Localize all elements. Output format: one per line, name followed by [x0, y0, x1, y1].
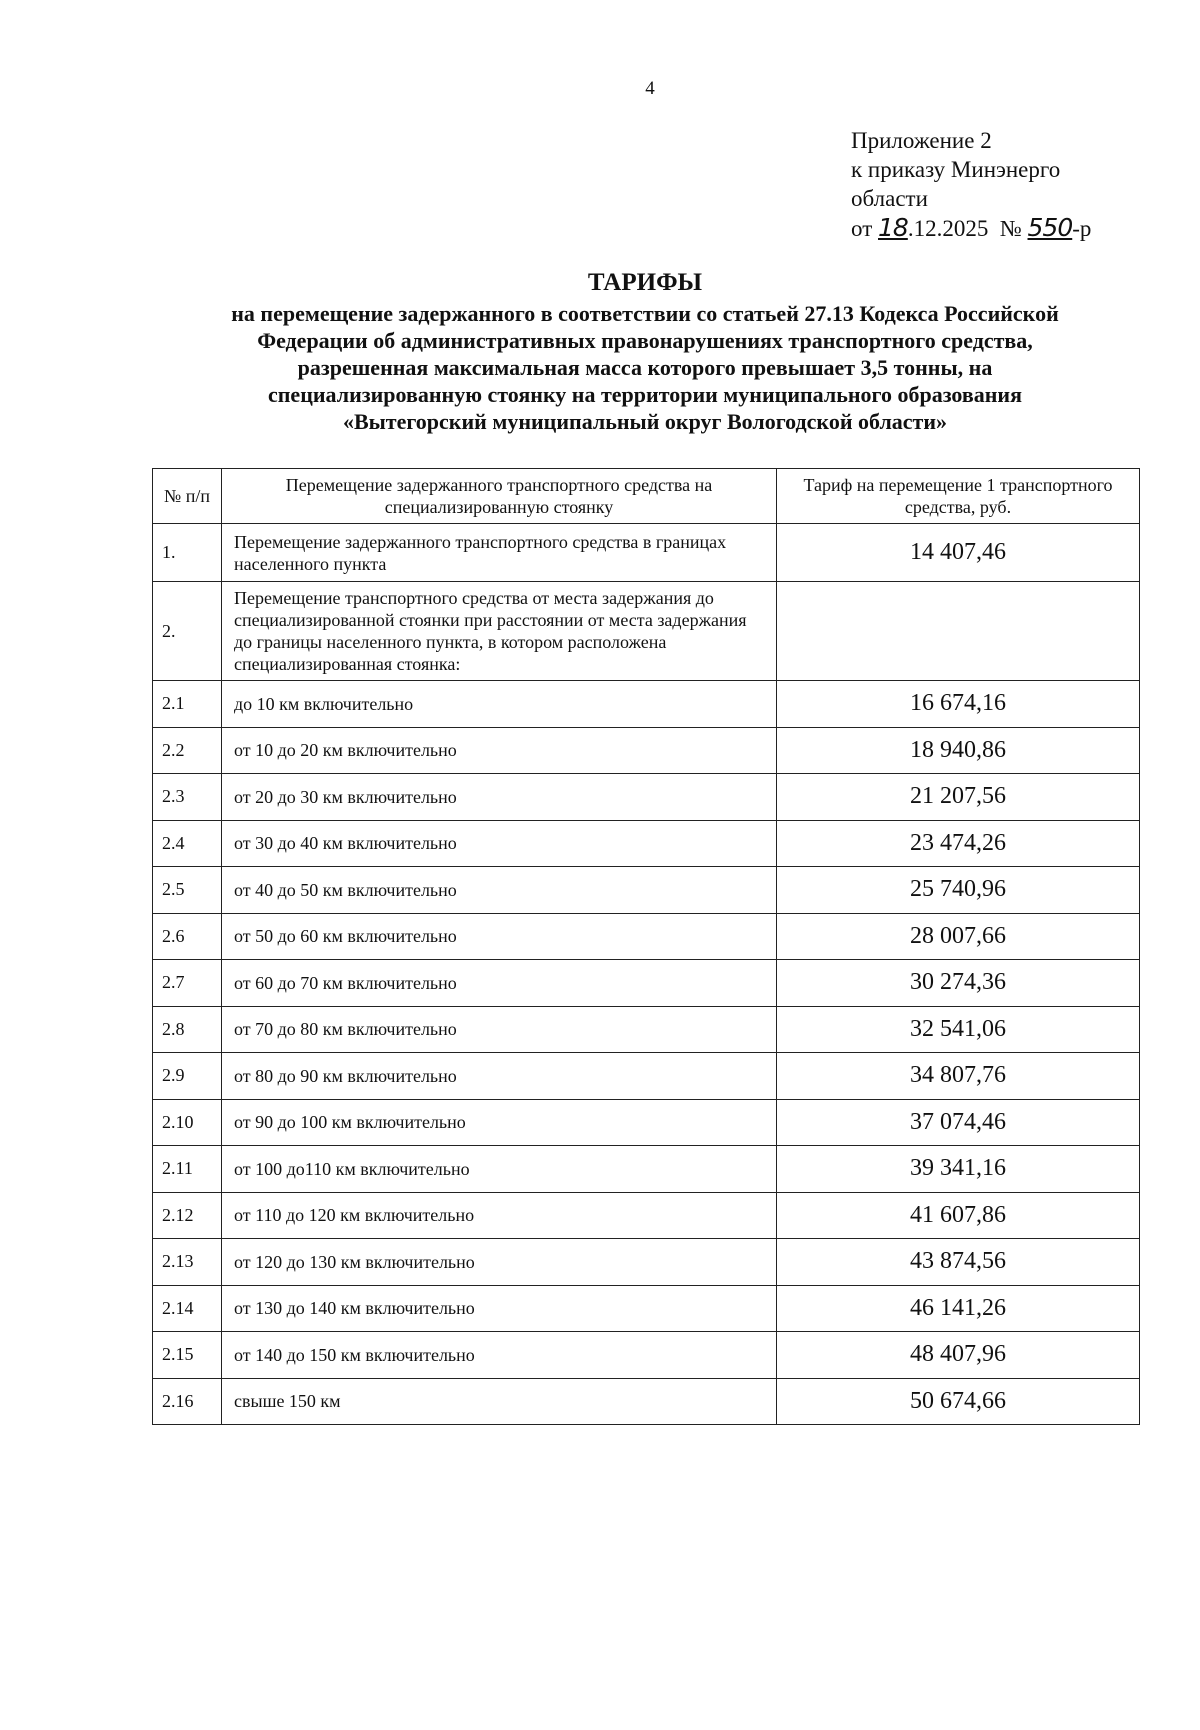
number-suffix: -р	[1072, 216, 1092, 241]
title-line: «Вытегорский муниципальный округ Вологодской области»	[342, 409, 948, 434]
cell-price: 30 274,36	[777, 960, 1140, 1007]
cell-num: 2.3	[153, 774, 222, 821]
cell-price: 37 074,46	[777, 1099, 1140, 1146]
cell-num: 2.11	[153, 1146, 222, 1193]
date-rest: .12.2025	[907, 216, 989, 241]
appendix-block	[851, 126, 1091, 243]
header-desc: Перемещение задержанного транспортного средства на специализированную стоянку	[222, 469, 777, 524]
cell-num: 2.1	[153, 681, 222, 728]
number-prefix: №	[999, 216, 1028, 241]
cell-price: 23 474,26	[777, 820, 1140, 867]
title-line: специализированную стоянку на территории муниципального образования	[267, 382, 1022, 407]
cell-desc: от 80 до 90 км включительно	[222, 1053, 777, 1100]
cell-num: 2.12	[153, 1192, 222, 1239]
appendix-date-number	[851, 213, 1091, 243]
cell-desc: Перемещение задержанного транспортного средства в границах населенного пункта	[222, 524, 777, 582]
cell-desc: от 100 до110 км включительно	[222, 1146, 777, 1193]
title-main: ТАРИФЫ	[587, 269, 703, 296]
cell-price: 34 807,76	[777, 1053, 1140, 1100]
table-row	[153, 1146, 1140, 1193]
document-title	[150, 268, 1140, 435]
cell-num: 2.10	[153, 1099, 222, 1146]
cell-desc: от 50 до 60 км включительно	[222, 913, 777, 960]
date-prefix: от	[851, 216, 878, 241]
cell-num: 2.8	[153, 1006, 222, 1053]
table-row	[153, 1239, 1140, 1286]
cell-desc: от 40 до 50 км включительно	[222, 867, 777, 914]
table-row	[153, 960, 1140, 1007]
tariffs-table	[152, 468, 1140, 1425]
cell-num: 2.13	[153, 1239, 222, 1286]
table-row	[153, 1006, 1140, 1053]
table-row	[153, 524, 1140, 582]
cell-price: 14 407,46	[777, 524, 1140, 582]
table-row	[153, 1285, 1140, 1332]
table-header-row	[153, 469, 1140, 524]
cell-desc: от 110 до 120 км включительно	[222, 1192, 777, 1239]
table-row	[153, 820, 1140, 867]
cell-price: 41 607,86	[777, 1192, 1140, 1239]
table-row	[153, 1099, 1140, 1146]
appendix-order-ref: к приказу Минэнерго	[851, 157, 1061, 182]
table-row	[153, 582, 1140, 681]
cell-desc: от 120 до 130 км включительно	[222, 1239, 777, 1286]
appendix-region: области	[851, 186, 928, 211]
cell-num: 2.7	[153, 960, 222, 1007]
cell-num: 2.2	[153, 727, 222, 774]
table-row	[153, 913, 1140, 960]
cell-num: 2.9	[153, 1053, 222, 1100]
header-num: № п/п	[153, 469, 222, 524]
cell-desc: от 60 до 70 км включительно	[222, 960, 777, 1007]
cell-price: 43 874,56	[777, 1239, 1140, 1286]
cell-desc: от 130 до 140 км включительно	[222, 1285, 777, 1332]
cell-price: 28 007,66	[777, 913, 1140, 960]
cell-desc: до 10 км включительно	[222, 681, 777, 728]
cell-num: 2.	[153, 582, 222, 681]
cell-num: 2.4	[153, 820, 222, 867]
table-row	[153, 1192, 1140, 1239]
cell-desc: от 140 до 150 км включительно	[222, 1332, 777, 1379]
date-day-handwritten: 18	[878, 213, 908, 242]
cell-price: 16 674,16	[777, 681, 1140, 728]
cell-num: 2.5	[153, 867, 222, 914]
cell-desc: Перемещение транспортного средства от места задержания до специализированной стоянки при расстоянии от места задержания до границы населенного пункта, в котором расположена специализированная стоянка:	[222, 582, 777, 681]
cell-price: 25 740,96	[777, 867, 1140, 914]
cell-price: 18 940,86	[777, 727, 1140, 774]
cell-price: 48 407,96	[777, 1332, 1140, 1379]
cell-num: 2.15	[153, 1332, 222, 1379]
cell-num: 2.6	[153, 913, 222, 960]
table-row	[153, 1378, 1140, 1425]
cell-desc: от 90 до 100 км включительно	[222, 1099, 777, 1146]
title-line: разрешенная максимальная масса которого превышает 3,5 тонны, на	[297, 355, 993, 380]
cell-num: 1.	[153, 524, 222, 582]
cell-desc: от 20 до 30 км включительно	[222, 774, 777, 821]
cell-price	[777, 582, 1140, 681]
cell-desc: от 30 до 40 км включительно	[222, 820, 777, 867]
table-row	[153, 1332, 1140, 1379]
header-price: Тариф на перемещение 1 транспортного средства, руб.	[777, 469, 1140, 524]
title-line: на перемещение задержанного в соответствии со статьей 27.13 Кодекса Российской	[231, 301, 1059, 326]
table-row	[153, 1053, 1140, 1100]
cell-price: 50 674,66	[777, 1378, 1140, 1425]
page-number: 4	[645, 78, 655, 99]
table-row	[153, 681, 1140, 728]
title-line: Федерации об административных правонарушениях транспортного средства,	[257, 328, 1033, 353]
appendix-title: Приложение 2	[851, 128, 992, 153]
table-row	[153, 774, 1140, 821]
table-row	[153, 867, 1140, 914]
cell-price: 39 341,16	[777, 1146, 1140, 1193]
cell-desc: от 70 до 80 км включительно	[222, 1006, 777, 1053]
cell-price: 32 541,06	[777, 1006, 1140, 1053]
cell-desc: свыше 150 км	[222, 1378, 777, 1425]
order-number-handwritten: 550	[1027, 213, 1073, 242]
cell-num: 2.14	[153, 1285, 222, 1332]
cell-num: 2.16	[153, 1378, 222, 1425]
cell-desc: от 10 до 20 км включительно	[222, 727, 777, 774]
table-body	[153, 524, 1140, 1425]
cell-price: 46 141,26	[777, 1285, 1140, 1332]
table-row	[153, 727, 1140, 774]
cell-price: 21 207,56	[777, 774, 1140, 821]
